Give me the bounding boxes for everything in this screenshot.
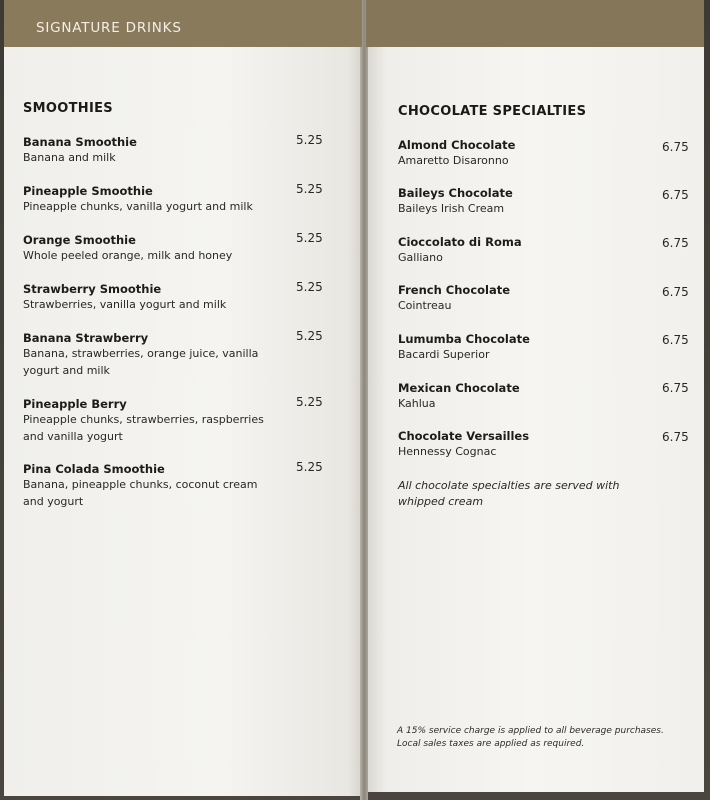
- item-name: Strawberry Smoothie: [23, 282, 162, 296]
- menu-item: [398, 331, 638, 364]
- menu-item: [23, 134, 283, 167]
- item-name: Mexican Chocolate: [398, 381, 520, 395]
- menu-item: [23, 396, 268, 445]
- item-name: Banana Strawberry: [23, 331, 149, 345]
- item-name: Orange Smoothie: [23, 233, 136, 247]
- item-price: 5.25: [296, 182, 323, 196]
- item-description: Pineapple chunks, vanilla yogurt and milk: [23, 200, 253, 213]
- item-name: Pineapple Berry: [23, 397, 127, 411]
- menu-item: [23, 183, 283, 216]
- item-price: 5.25: [296, 231, 323, 245]
- item-description: Galliano: [398, 251, 443, 264]
- menu-item: [398, 185, 638, 218]
- sales-tax-note: Local sales taxes are applied as required.: [397, 739, 585, 749]
- menu-item: [23, 330, 263, 379]
- item-price: 6.75: [662, 236, 689, 250]
- item-name: Chocolate Versailles: [398, 429, 530, 443]
- menu-item: [398, 380, 638, 413]
- menu-item: [23, 461, 263, 510]
- whipped-cream-note: All chocolate specialties are served with whipped cream: [398, 479, 620, 508]
- item-name: Pineapple Smoothie: [23, 184, 153, 198]
- item-price: 5.25: [296, 329, 323, 343]
- item-description: Amaretto Disaronno: [398, 154, 509, 167]
- item-price: 5.25: [296, 395, 323, 409]
- item-description: Strawberries, vanilla yogurt and milk: [23, 298, 227, 311]
- item-description: Bacardi Superior: [398, 348, 490, 361]
- item-name: Cioccolato di Roma: [398, 235, 522, 249]
- menu-item: [398, 234, 638, 267]
- item-description: Banana and milk: [23, 151, 116, 164]
- item-price: 6.75: [662, 333, 689, 347]
- item-description: Baileys Irish Cream: [398, 202, 505, 215]
- item-name: Baileys Chocolate: [398, 186, 513, 200]
- smoothies-heading: SMOOTHIES: [23, 101, 113, 116]
- chocolate-heading: CHOCOLATE SPECIALTIES: [398, 104, 587, 119]
- menu-item: [398, 137, 638, 170]
- item-price: 6.75: [662, 381, 689, 395]
- menu-item: [398, 428, 638, 461]
- item-name: Banana Smoothie: [23, 135, 137, 149]
- item-price: 5.25: [296, 460, 323, 474]
- item-name: French Chocolate: [398, 283, 511, 297]
- menu-item: [398, 282, 638, 315]
- item-description: Banana, pineapple chunks, coconut cream and yogurt: [23, 478, 258, 508]
- menu-title: SIGNATURE DRINKS: [36, 20, 182, 36]
- header-band-right: [366, 0, 704, 47]
- menu-item: [23, 232, 283, 265]
- menu-spine: [360, 0, 368, 800]
- item-description: Kahlua: [398, 397, 436, 410]
- service-charge-note: A 15% service charge is applied to all beverage purchases.: [397, 726, 664, 736]
- item-name: Lumumba Chocolate: [398, 332, 530, 346]
- item-description: Cointreau: [398, 299, 452, 312]
- item-price: 5.25: [296, 133, 323, 147]
- item-description: Pineapple chunks, strawberries, raspberries and vanilla yogurt: [23, 413, 264, 443]
- item-price: 6.75: [662, 285, 689, 299]
- item-description: Whole peeled orange, milk and honey: [23, 249, 233, 262]
- item-description: Hennessy Cognac: [398, 445, 497, 458]
- item-name: Pina Colada Smoothie: [23, 462, 165, 476]
- item-name: Almond Chocolate: [398, 138, 516, 152]
- item-description: Banana, strawberries, orange juice, vanilla yogurt and milk: [23, 347, 259, 377]
- item-price: 6.75: [662, 140, 689, 154]
- item-price: 6.75: [662, 430, 689, 444]
- menu-item: [23, 281, 283, 314]
- item-price: 5.25: [296, 280, 323, 294]
- item-price: 6.75: [662, 188, 689, 202]
- header-band-left: [4, 0, 362, 47]
